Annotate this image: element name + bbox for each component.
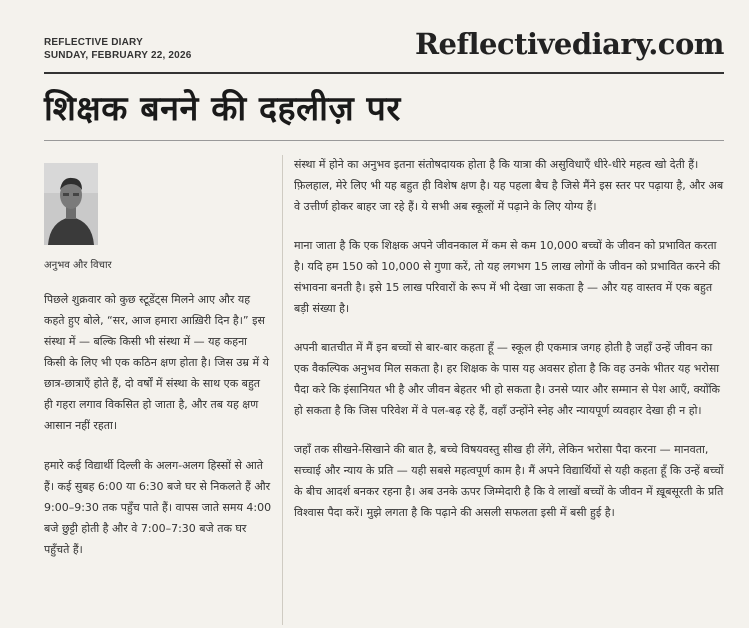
masthead-meta	[44, 36, 191, 62]
paragraph: संस्था में होने का अनुभव इतना संतोषदायक होता है कि यात्रा की असुविधाएँ धीरे-धीरे महत्व खो देती हैं। फ़िलहाल, मेरे लिए भी यह बहुत ही विशेष क्षण है। यह पहला बैच है जिसे मैंने इस स्तर पर पढ़ाया है, और अब वे उत्तीर्ण होकर बाहर जा रहे हैं। ये सभी अब स्कूलों में पढ़ाने के लिए योग्य हैं।	[294, 158, 724, 213]
headline-divider	[44, 140, 724, 141]
top-divider	[44, 72, 724, 74]
masthead	[44, 27, 724, 74]
site-brand[interactable]: Reflectivediary.com	[414, 27, 724, 61]
paragraph: अपनी बातचीत में मैं इन बच्चों से बार-बार कहता हूँ — स्कूल ही एकमात्र जगह होती है जहाँ उन्हें जीवन का एक वैकल्पिक अनुभव मिल सकता है। हर शिक्षक के पास यह अवसर होता है कि वह उनके भीतर यह भरोसा पैदा करे कि इंसानियत भी है और जीवन बेहतर भी हो सकता है। उनसे प्यार और सम्मान से पेश आएँ, क्योंकि हो सकता है कि जिस परिवेश में वे पल-बढ़ रहे हैं, वहाँ उन्होंने स्नेह और न्यायपूर्ण व्यवहार देखा ही न हो।	[294, 341, 720, 417]
left-column	[44, 289, 272, 579]
author-portrait-image	[44, 163, 98, 245]
section-name: REFLECTIVE DIARY	[44, 37, 143, 48]
paragraph: हमारे कई विद्यार्थी दिल्ली के अलग-अलग हिस्सों से आते हैं। कई सुबह 6:00 या 6:30 बजे घर से निकलते हैं और 9:00–9:30 तक पहुँच पाते हैं। वापस जाते समय 4:00 बजे छुट्टी होती है और वे 7:00–7:30 बजे तक घर पहुँचते हैं।	[44, 459, 272, 556]
paragraph: पिछले शुक्रवार को कुछ स्टूडेंट्स मिलने आए और यह कहते हुए बोले, “सर, आज हमारा आख़िरी दिन है।” इस संस्था में — बल्कि किसी भी संस्था में — यह कहना किसी के लिए भी एक कठिन क्षण होता है। जिस उम्र में ये छात्र-छात्राएँ होते हैं, दो वर्षों में संस्था के साथ एक बहुत ही गहरा लगाव विकसित हो जाता है, और तब यह क्षण आसान नहीं रहता।	[44, 293, 269, 432]
article-category: अनुभव और विचार	[44, 260, 112, 271]
paragraph: माना जाता है कि एक शिक्षक अपने जीवनकाल में कम से कम 10,000 बच्चों के जीवन को प्रभावित करता है। यदि हम 150 को 10,000 से गुणा करें, तो यह लगभग 15 लाख लोगों के जीवन को प्रभावित करने की संभावना बनती है। इसे 15 लाख परिवारों के रूप में भी देखा जा सकता है — और यह वास्तव में एक बहुत बड़ी संख्या है।	[294, 239, 721, 315]
publish-date: SUNDAY, FEBRUARY 22, 2026	[44, 50, 192, 61]
article-headline: शिक्षक बनने की दहलीज़ पर	[44, 89, 401, 129]
author-photo	[44, 163, 98, 245]
paragraph: जहाँ तक सीखने-सिखाने की बात है, बच्चे विषयवस्तु सीख ही लेंगे, लेकिन भरोसा पैदा करना — मानवता, सच्चाई और न्याय के प्रति — यही सबसे महत्वपूर्ण काम है। मैं अपने विद्यार्थियों से यही कहता हूँ कि उन्हें बच्चों के बीच आदर्श बनकर रहना है। अब उनके ऊपर जिम्मेदारी है कि वे लाखों बच्चों के जीवन में ख़ूबसूरती के प्रति विश्वास पैदा करें। मुझे लगता है कि पढ़ाने की असली सफलता इसी में बसी हुई है।	[294, 443, 724, 519]
right-column	[294, 154, 726, 541]
column-divider	[282, 155, 283, 625]
